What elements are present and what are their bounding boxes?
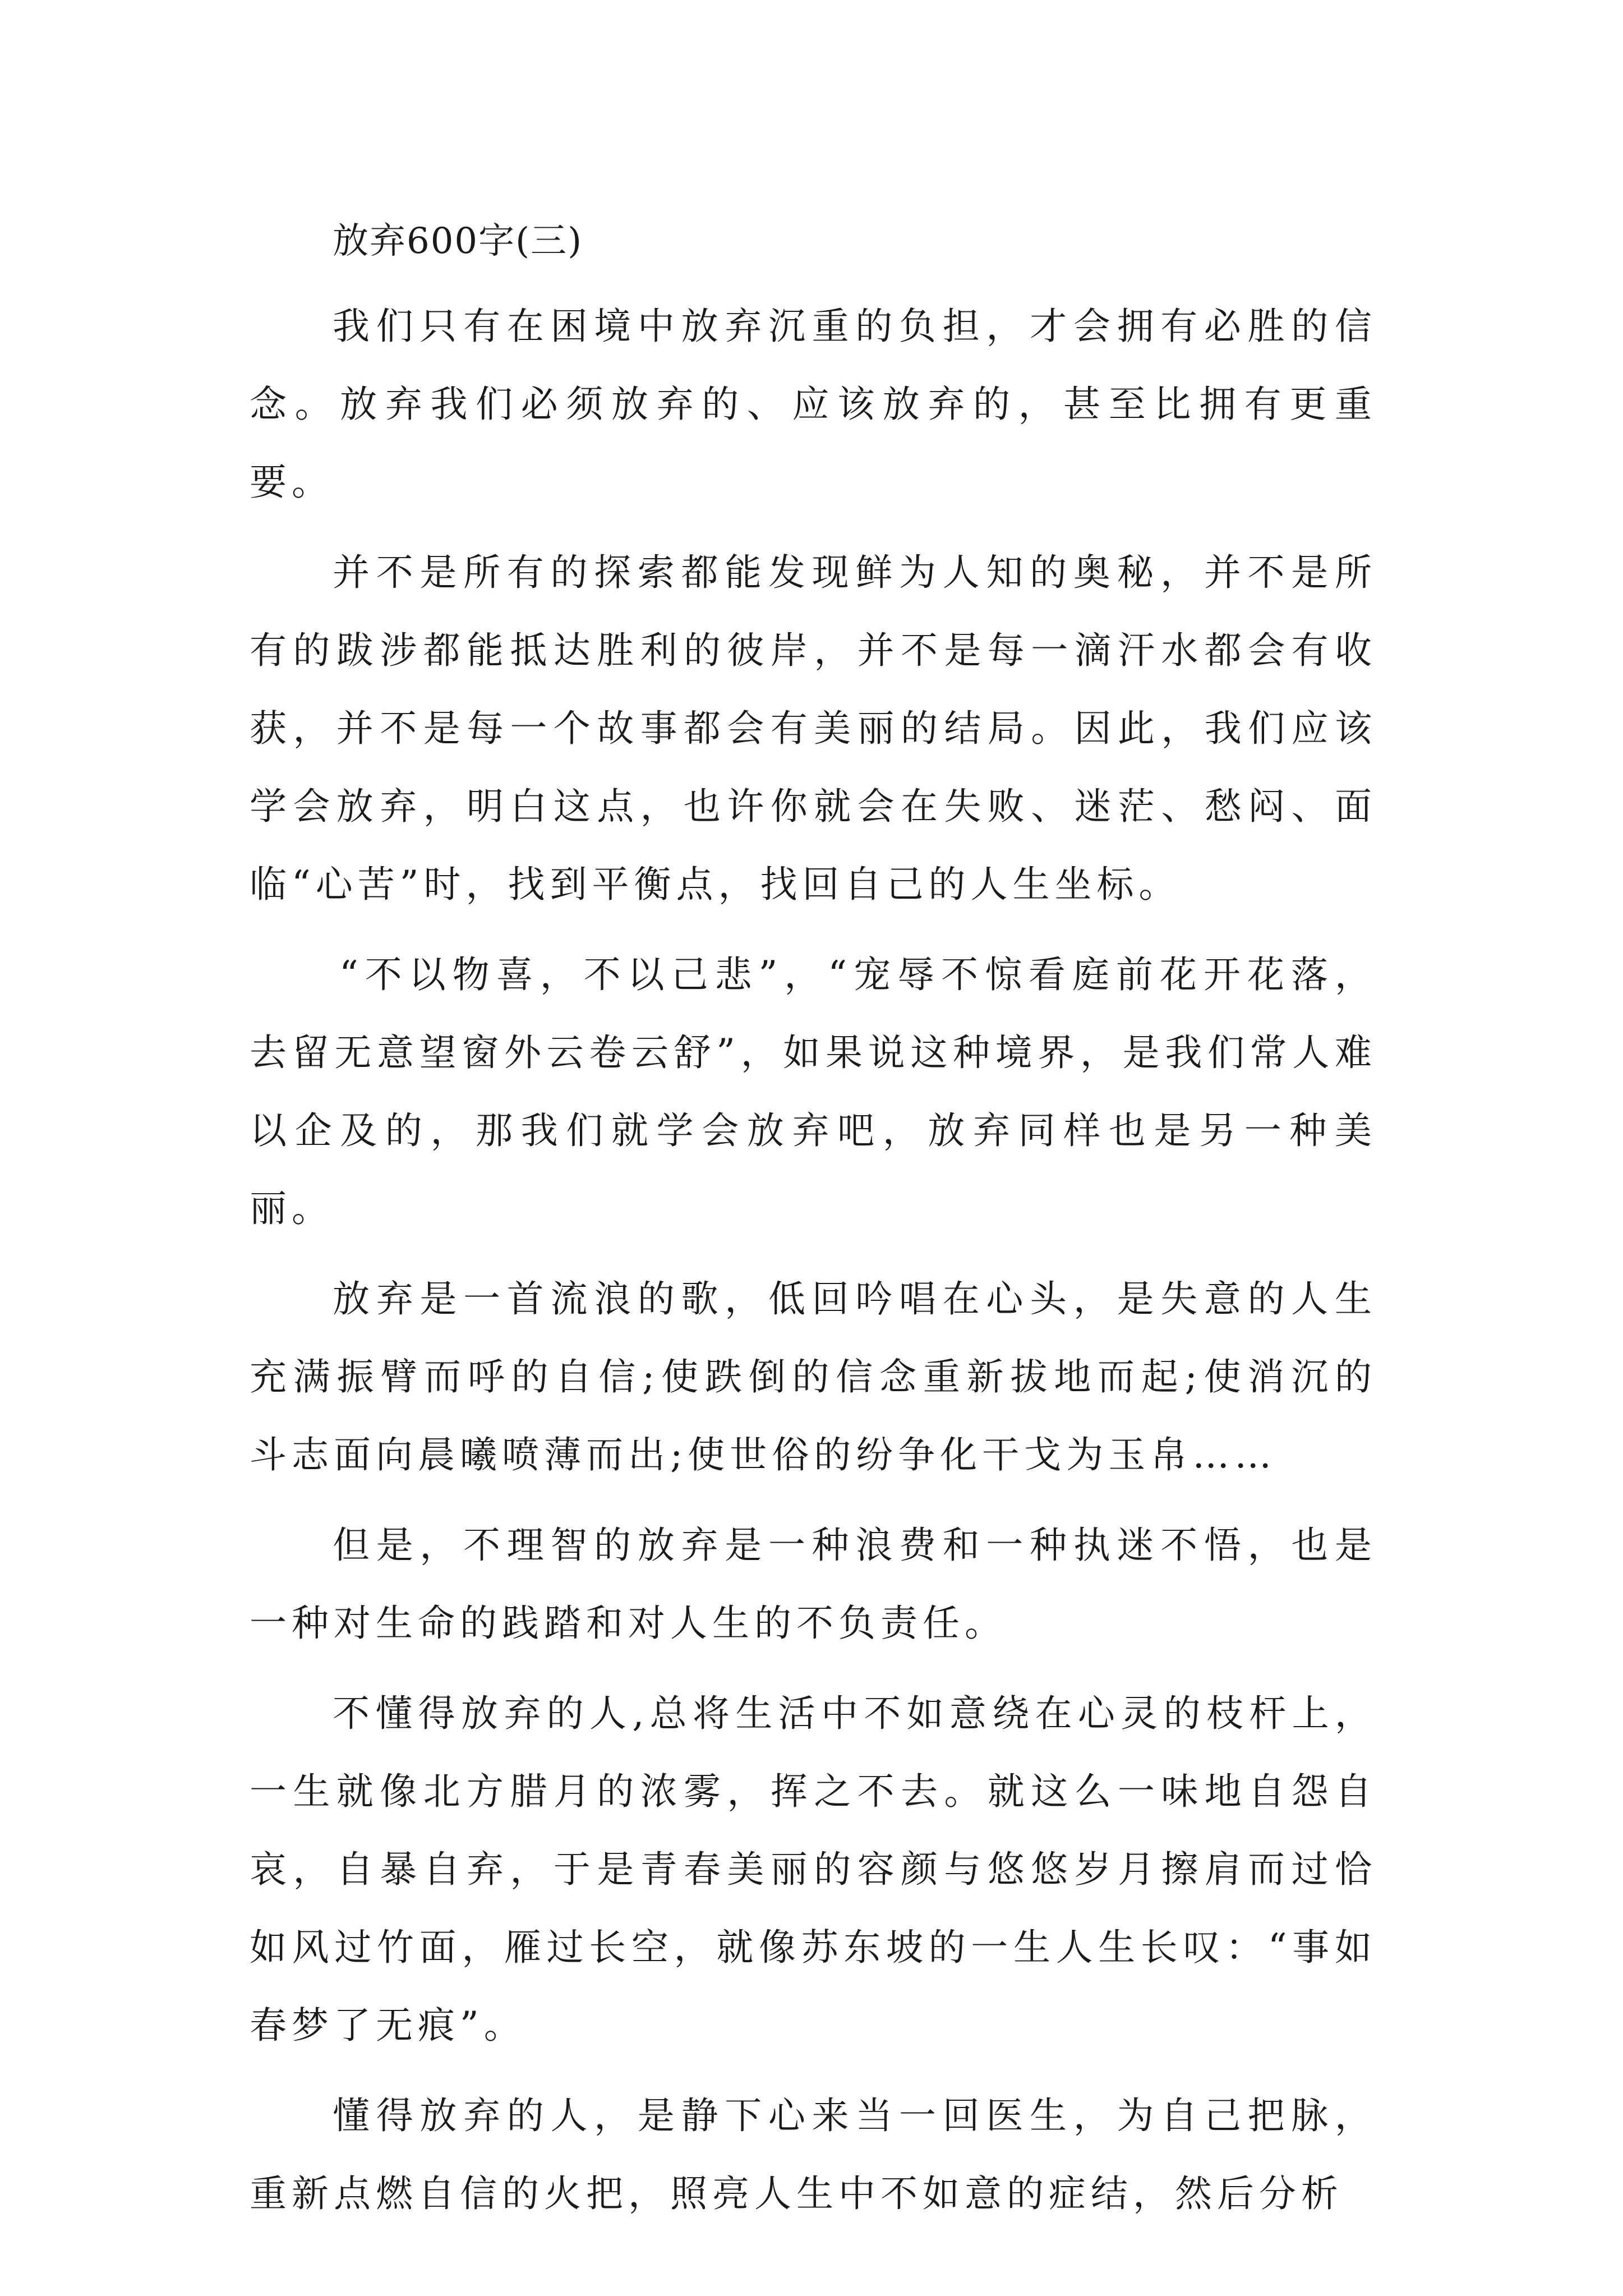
paragraph-1: 我们只有在困境中放弃沉重的负担，才会拥有必胜的信念。放弃我们必须放弃的、应该放弃的，甚至比拥有更重要。	[250, 305, 1377, 504]
paragraph-2: 并不是所有的探索都能发现鲜为人知的奥秘，并不是所有的跋涉都能抵达胜利的彼岸，并不是每一滴汗水都会有收获，并不是每一个故事都会有美丽的结局。因此，我们应该学会放弃，明白这点，也许你就会在失败、迷茫、愁闷、面临“心苦”时，找到平衡点，找回自己的人生坐标。	[250, 551, 1377, 906]
document-title: 放弃600字(三)	[333, 220, 583, 262]
paragraph-7: 懂得放弃的人，是静下心来当一回医生，为自己把脉，重新点燃自信的火把，照亮人生中不如意的症结，然后分析	[250, 2094, 1377, 2215]
paragraph-3: “不以物喜，不以己悲”，“宠辱不惊看庭前花开花落，去留无意望窗外云卷云舒”，如果说这种境界，是我们常人难以企及的，那我们就学会放弃吧，放弃同样也是另一种美丽。	[250, 953, 1377, 1230]
paragraph-5: 但是，不理智的放弃是一种浪费和一种执迷不悟，也是一种对生命的践踏和对人生的不负责任。	[250, 1524, 1377, 1645]
paragraph-6: 不懂得放弃的人,总将生活中不如意绕在心灵的枝杆上，一生就像北方腊月的浓雾，挥之不去。就这么一味地自怨自哀，自暴自弃，于是青春美丽的容颜与悠悠岁月擦肩而过恰如风过竹面，雁过长空，就像苏东坡的一生人生长叹：“事如春梦了无痕”。	[250, 1692, 1377, 2047]
document-body	[250, 208, 1377, 2245]
paragraph-4: 放弃是一首流浪的歌，低回吟唱在心头，是失意的人生充满振臂而呼的自信;使跌倒的信念重新拔地而起;使消沉的斗志面向晨曦喷薄而出;使世俗的纷争化干戈为玉帛……	[250, 1277, 1377, 1476]
